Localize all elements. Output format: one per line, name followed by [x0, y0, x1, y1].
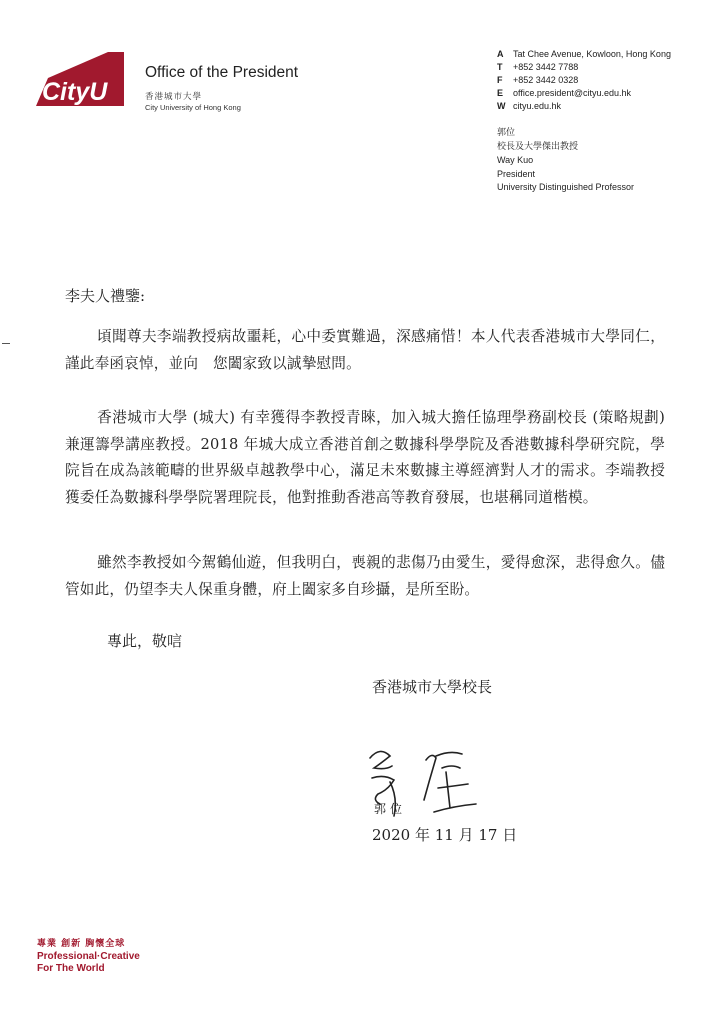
- paragraph-3: 雖然李教授如今駕鶴仙遊，但我明白，喪親的悲傷乃由愛生，愛得愈深，悲得愈久。儘管如此，仍望李夫人保重身體，府上闔家多自珍攝，是所至盼。: [65, 554, 665, 598]
- contact-address: [497, 48, 671, 61]
- motto-line-1: Professional·Creative: [37, 951, 140, 962]
- margin-mark: [2, 343, 10, 344]
- signatory-name-en: Way Kuo: [497, 155, 534, 165]
- contact-website: [497, 100, 671, 113]
- contact-label: F: [497, 75, 503, 85]
- university-name-en: City University of Hong Kong: [145, 103, 241, 112]
- signing-office: 香港城市大學校長: [372, 678, 493, 696]
- footer-motto: [37, 938, 140, 975]
- signatory-title-zh: 校長及大學傑出教授: [497, 141, 579, 152]
- paragraph-2: 香港城市大學 (城大) 有幸獲得李教授青睞，加入城大擔任協理學務副校長 (策略規劃) 兼運籌學講座教授。2018 年城大成立香港首創之數據科學學院及香港數據科學研究院，學院旨在成為該範疇的世界級卓越教學中心，滿足未來數據主導經濟對人才的需求。李端教授獲委任為數據科學學院署理院長，他對推動香港高等教育發展，也堪稱同道楷模。: [65, 409, 665, 506]
- contact-label: A: [497, 49, 504, 59]
- contact-value: +852 3442 0328: [513, 75, 579, 85]
- contact-label: E: [497, 88, 504, 98]
- letter-date: 2020 年 11 月 17 日: [372, 826, 518, 844]
- closing: 專此，敬唁: [107, 632, 183, 650]
- signatory-block: [497, 127, 634, 195]
- contact-value: office.president@cityu.edu.hk: [513, 88, 632, 98]
- motto-zh: 專業 創新 胸懷全球: [37, 939, 126, 949]
- office-title: Office of the President: [145, 64, 299, 81]
- university-name-zh: 香港城市大學: [145, 92, 203, 102]
- cityu-logo: [30, 48, 130, 110]
- handwritten-signature: [350, 738, 490, 828]
- signature-name: 郭位: [374, 802, 407, 816]
- paragraph-1: 頃聞尊夫李端教授病故噩耗，心中委實難過，深感痛惜！本人代表香港城市大學同仁，謹此奉函哀悼，並向 您闔家致以誠摯慰問。: [65, 328, 665, 372]
- contact-value: +852 3442 7788: [513, 62, 579, 72]
- contact-value: cityu.edu.hk: [513, 101, 562, 111]
- motto-line-2: For The World: [37, 963, 105, 974]
- contact-email: [497, 87, 671, 100]
- signatory-name-zh: 郭位: [497, 128, 516, 138]
- contact-label: W: [497, 101, 506, 111]
- salutation: 李夫人禮鑒:: [65, 287, 146, 305]
- logo-text: CityU: [42, 78, 108, 106]
- contact-label: T: [497, 62, 503, 72]
- signatory-subtitle-en: University Distinguished Professor: [497, 182, 635, 192]
- contact-block: [497, 48, 671, 113]
- contact-telephone: [497, 61, 671, 74]
- contact-value: Tat Chee Avenue, Kowloon, Hong Kong: [513, 49, 671, 59]
- contact-fax: [497, 74, 671, 87]
- signatory-title-en: President: [497, 168, 536, 179]
